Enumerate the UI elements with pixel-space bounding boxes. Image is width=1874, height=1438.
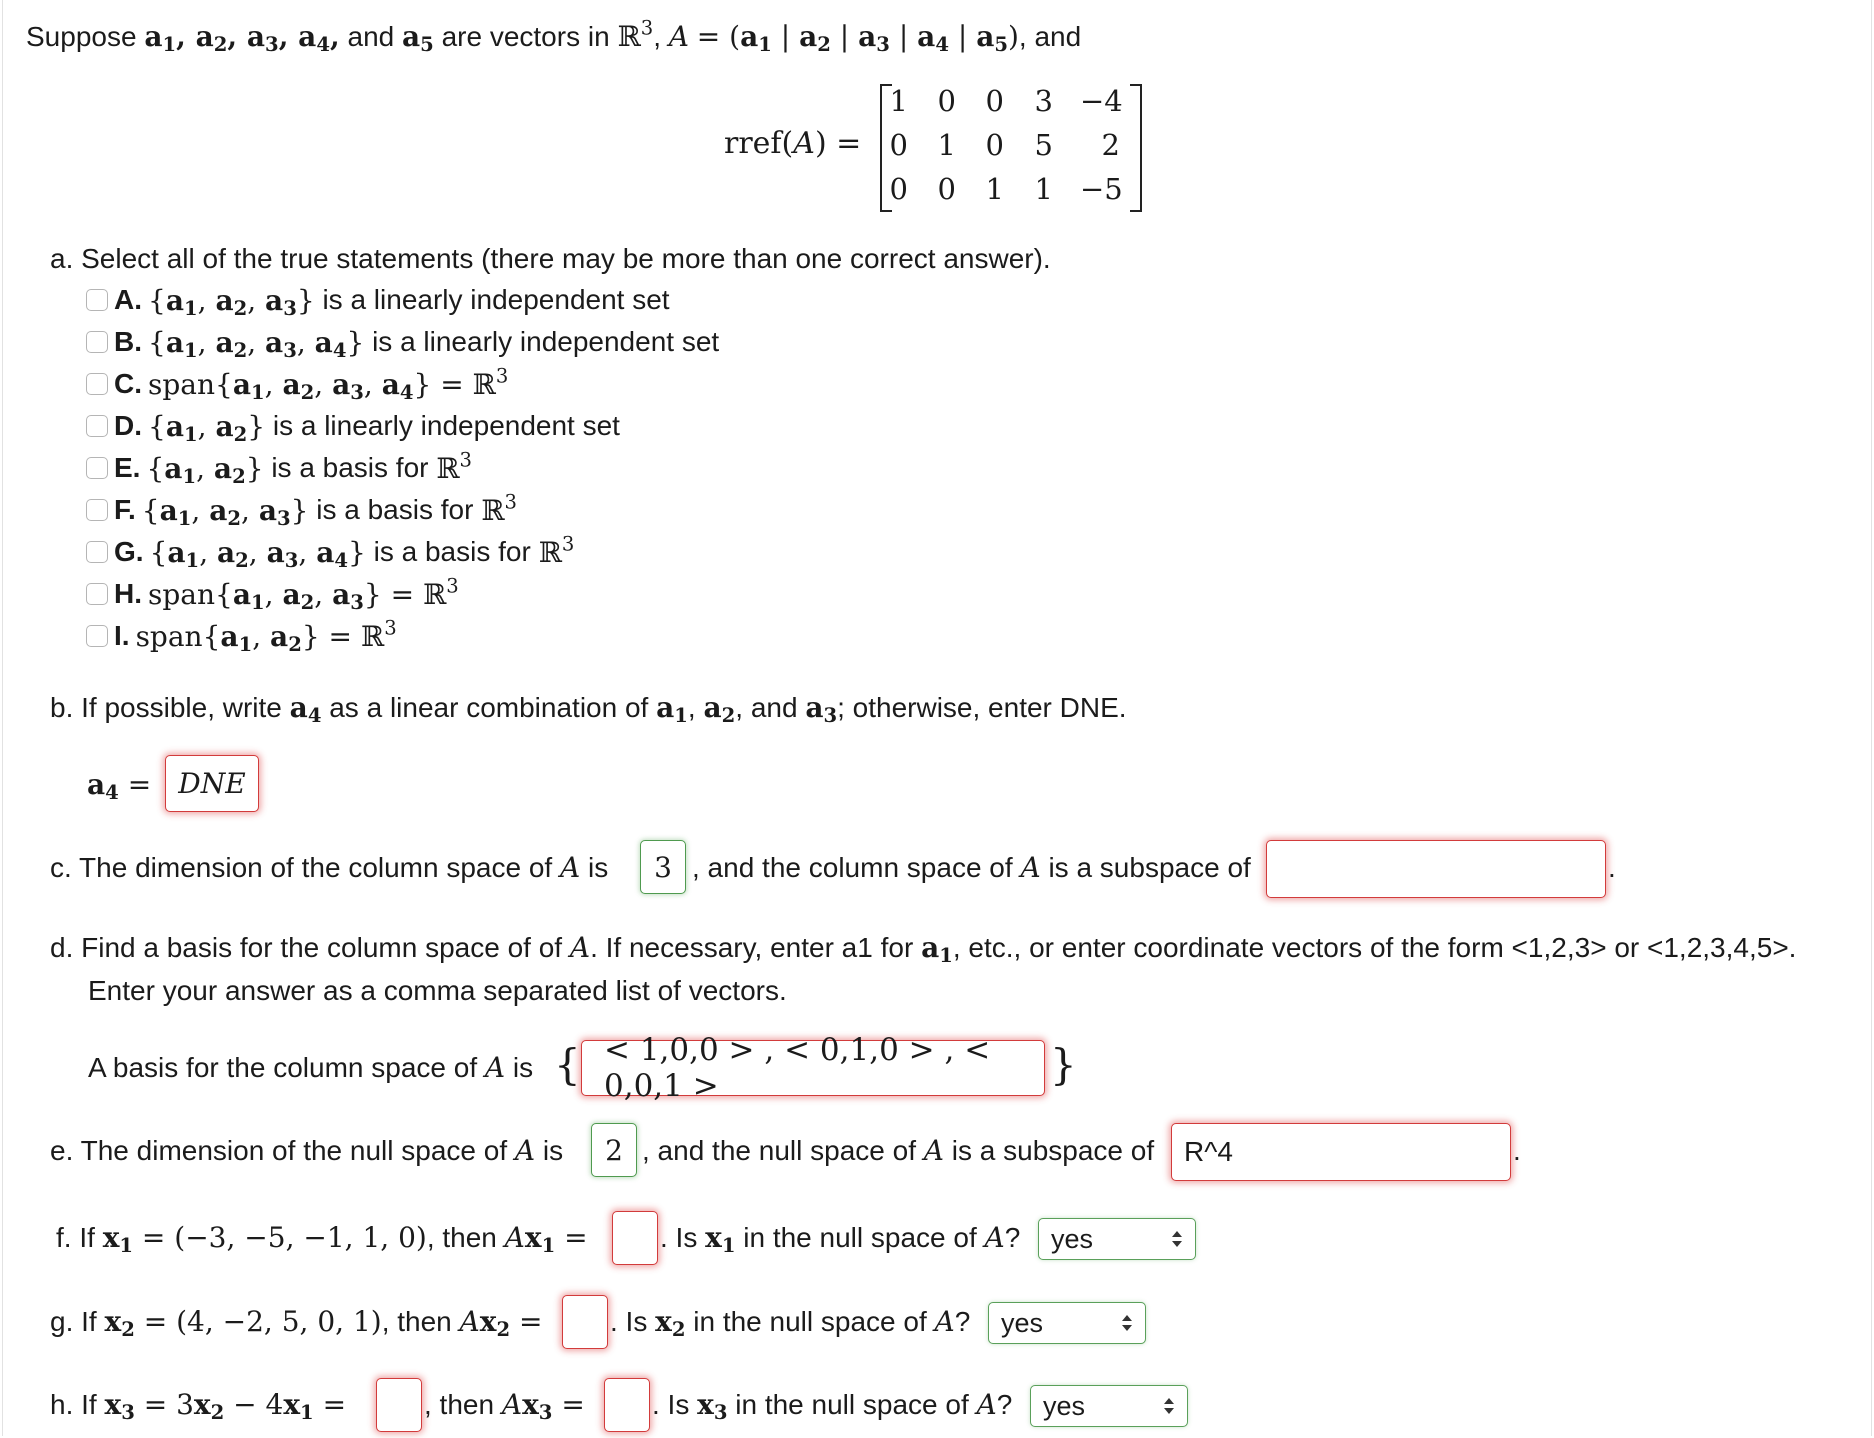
updown-chevron-icon [1171,1228,1183,1250]
option-h-text: span [148,577,216,611]
option-f-label: F. [114,494,136,525]
x1-null-space-value: yes [1051,1223,1094,1254]
basis-answer-input[interactable] [581,1032,1045,1104]
part-h-prompt-3: . Is $x_3$ in the null space of A? [652,1388,1013,1424]
basis-open-brace: { [554,1040,581,1089]
null-space-dimension-value: 2 [605,1133,623,1167]
basis-close-brace: } [1050,1040,1077,1089]
option-e-label: E. [114,452,141,483]
option-c-text: span [148,367,216,401]
option-e[interactable]: E. {$a_1$, $a_2$} is a basis for ℝ$^3$ [86,450,472,486]
ax1-input[interactable] [612,1211,658,1265]
option-b-text: is a linearly independent set [372,326,720,357]
updown-chevron-icon [1121,1312,1133,1334]
matrix-cell: 0 [937,84,956,118]
matrix-cell: 0 [937,172,956,206]
matrix-cell: −4 [1080,84,1123,118]
option-c-label: C. [114,368,142,399]
a4-answer-input[interactable] [165,755,259,812]
option-b-label: B. [114,326,142,357]
option-i-checkbox[interactable] [86,625,108,647]
option-g-label: G. [114,536,144,567]
problem-intro: Suppose $a_1$, $a_2$, $a_3$, $a_4$, and $a_5$ are vectors in ℝ$^3$, $A = (a_1$ | $a_2$ | $a_3$ | $a_4$ | $a_5$), and [26,16,1082,56]
option-d-checkbox[interactable] [86,415,108,437]
null-space-subspace-input[interactable] [1171,1123,1511,1181]
part-f-prompt-1: f. If $x_1 = (-3$, −5, −1, 1, 0), then $Ax_1$ = [56,1221,588,1257]
matrix-cell: 0 [985,84,1004,118]
updown-chevron-icon [1163,1395,1175,1417]
option-f-text: is a basis for [316,494,474,525]
option-b[interactable]: B. {$a_1$, $a_2$, $a_3$, $a_4$} is a linearly independent set [86,324,719,360]
rref-matrix [880,80,1142,212]
basis-label: A basis for the column space of A is [88,1051,534,1084]
matrix-cell: 1 [1034,172,1053,206]
option-c-checkbox[interactable] [86,373,108,395]
option-h-checkbox[interactable] [86,583,108,605]
option-e-checkbox[interactable] [86,457,108,479]
a4-answer-value: DNE [178,767,246,800]
part-g-prompt-1: g. If $x_2 = (4$, −2, 5, 0, 1), then $Ax_2$ = [50,1305,543,1341]
x3-null-space-value: yes [1043,1390,1086,1421]
part-h-prompt-2: , then $Ax_3$ = [424,1388,585,1424]
option-i[interactable]: I. $span\{a_1$, $a_2$} = ℝ$^3$ [86,618,397,654]
option-a[interactable]: A. {$a_1$, $a_2$, $a_3$} is a linearly independent set [86,282,670,318]
option-i-label: I. [114,620,130,651]
x2-null-space-select[interactable] [988,1302,1146,1344]
x2-null-space-value: yes [1001,1307,1044,1338]
option-c[interactable]: C. $span\{a_1$, $a_2$, $a_3$, $a_4$} = ℝ$^3$ [86,366,508,402]
column-space-dimension-input[interactable] [640,840,686,894]
ax3-input[interactable] [604,1378,650,1432]
x1-null-space-select[interactable] [1038,1218,1196,1260]
part-c-prompt-1: c. The dimension of the column space of A is [50,851,609,884]
matrix-cell: 2 [1101,128,1120,162]
option-g[interactable]: G. {$a_1$, $a_2$, $a_3$, $a_4$} is a basis for ℝ$^3$ [86,534,574,570]
matrix-cell: −5 [1080,172,1123,206]
matrix-cell: 1 [985,172,1004,206]
matrix-right-bracket [1130,84,1142,212]
part-e-prompt-1: e. The dimension of the null space of A is [50,1134,564,1167]
option-b-checkbox[interactable] [86,331,108,353]
column-space-subspace-input[interactable] [1266,840,1606,898]
option-i-text: span [135,619,203,653]
part-f-prompt-2: . Is $x_1$ in the null space of A? [660,1221,1021,1257]
ax2-input[interactable] [562,1295,608,1349]
matrix-cell: 0 [985,128,1004,162]
option-f-checkbox[interactable] [86,499,108,521]
matrix-cell: 0 [889,172,908,206]
column-space-dimension-value: 3 [654,850,672,884]
null-space-subspace-value: R^4 [1184,1136,1233,1167]
matrix-cell: 3 [1034,84,1053,118]
part-c-prompt-2: , and the column space of A is a subspace of [692,851,1251,884]
basis-answer-value: < 1,0,0 > , < 0,1,0 > , < 0,0,1 > [604,1032,991,1104]
option-a-label: A. [114,284,142,315]
option-g-checkbox[interactable] [86,541,108,563]
part-d-prompt-line2: Enter your answer as a comma separated list of vectors. [88,975,787,1006]
option-d-text: is a linearly independent set [272,410,620,441]
option-a-checkbox[interactable] [86,289,108,311]
part-c-period: . [1608,852,1616,883]
part-a-prompt: a. Select all of the true statements (there may be more than one correct answer). [50,243,1051,274]
matrix-cell: 5 [1034,128,1053,162]
part-e-prompt-2: , and the null space of A is a subspace of [642,1134,1155,1167]
option-f[interactable]: F. {$a_1$, $a_2$, $a_3$} is a basis for ℝ$^3$ [86,492,517,528]
option-d-label: D. [114,410,142,441]
rref-label: rref(A) = [724,126,862,161]
part-b-prompt: b. If possible, write $a_4$ as a linear combination of $a_1$, $a_2$, and $a_3$; otherwise, enter DNE. [50,691,1127,727]
null-space-dimension-input[interactable] [591,1123,637,1177]
option-g-text: is a basis for [373,536,531,567]
x3-input[interactable] [376,1378,422,1432]
matrix-cell: 1 [889,84,908,118]
option-h-label: H. [114,578,142,609]
option-a-text: is a linearly independent set [322,284,670,315]
x3-null-space-select[interactable] [1030,1385,1188,1427]
matrix-cell: 1 [937,128,956,162]
part-d-prompt: d. Find a basis for the column space of of A. If necessary, enter a1 for $a_1$, etc., or enter coordinate vectors of the form <1,2,3> or <1,2,3,4,5>. [50,931,1797,967]
matrix-cell: 0 [889,128,908,162]
option-h[interactable]: H. $span\{a_1$, $a_2$, $a_3$} = ℝ$^3$ [86,576,459,612]
part-h-prompt-1: h. If $x_3 = 3x_2 - 4x_1$ = [50,1388,347,1424]
option-e-text: is a basis for [271,452,429,483]
part-e-period: . [1513,1135,1521,1166]
part-g-prompt-2: . Is $x_2$ in the null space of A? [610,1305,971,1341]
option-d[interactable]: D. {$a_1$, $a_2$} is a linearly independent set [86,408,620,444]
a4-equals-label: $a_4$ = [87,768,152,804]
